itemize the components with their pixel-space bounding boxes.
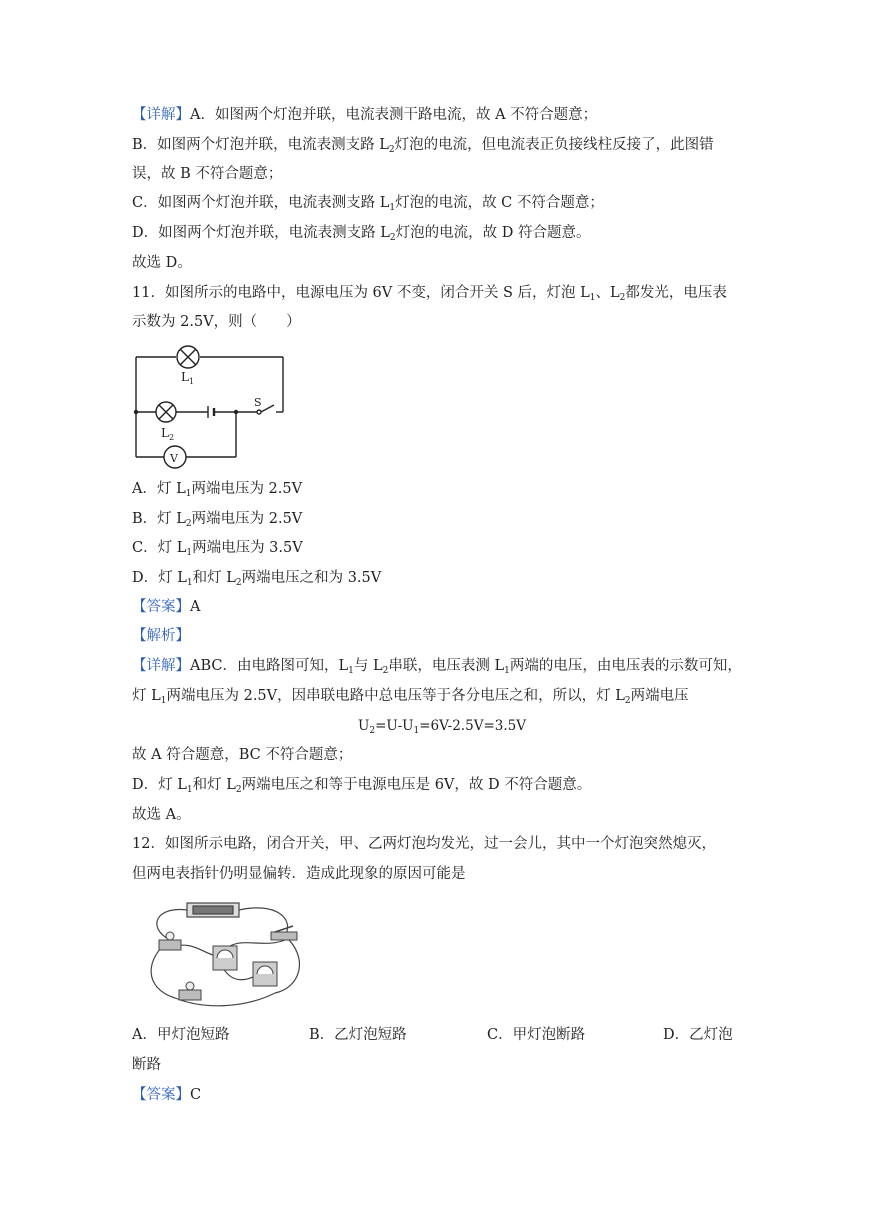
q11-analysis-heading: 【解析】 — [132, 628, 190, 644]
q11-option-a: A．灯 $L_1$两端电压为 2.5V — [132, 481, 303, 499]
detail-line-5: D．如图两个灯泡并联，电流表测支路 $L_2$灯泡的电流，故 D 符合题意。 — [132, 225, 591, 243]
q12-option-c: C．甲灯泡断路 — [487, 1027, 586, 1043]
question-12-line-2: 但两电表指针仍明显偏转．造成此现象的原因可能是 — [132, 866, 466, 882]
circuit-diagram-q11 — [128, 345, 288, 470]
q11-detail-line-2: 灯 $L_1$两端电压为 2.5V，因串联电路中总电压等于各分电压之和，所以，灯 $L_2$两端电压 — [132, 688, 689, 706]
detail-line-6: 故选 D。 — [132, 255, 192, 271]
q12-answer: 【答案】C — [132, 1087, 202, 1103]
q11-detail-line-3: 故 A 符合题意，BC 不符合题意； — [132, 747, 353, 763]
svg-text:L2: $L_2$ — [161, 426, 175, 442]
q11-option-d: D．灯 $L_1$和灯 $L_2$两端电压之和为 3.5V — [132, 570, 382, 588]
switch-label: S — [254, 396, 262, 409]
detail-line-3: 误，故 B 不符合题意； — [132, 166, 283, 182]
q12-option-a: A．甲灯泡短路 — [132, 1027, 230, 1043]
q12-option-d-continued: 断路 — [132, 1057, 161, 1073]
detail-line-1: 【详解】A．如图两个灯泡并联，电流表测干路电流，故 A 不符合题意； — [132, 107, 598, 123]
question-11-line-1: 11．如图所示的电路中，电源电压为 6V 不变，闭合开关 S 后，灯泡 $L_1$、$L_2$都发光，电压表 — [132, 285, 727, 303]
svg-text:L1: $L_1$ — [181, 370, 195, 386]
question-12-line-1: 12．如图所示电路，闭合开关，甲、乙两灯泡均发光，过一会儿，其中一个灯泡突然熄灭， — [132, 836, 716, 852]
q11-detail-line-4: D．灯 $L_1$和灯 $L_2$两端电压之和等于电源电压是 6V，故 D 不符合题意。 — [132, 777, 592, 795]
lamp-l1-label: L — [181, 370, 189, 384]
q11-option-b: B．灯 $L_2$两端电压为 2.5V — [132, 511, 303, 529]
circuit-photo-q12 — [135, 898, 315, 1016]
detail-line-4: C．如图两个灯泡并联，电流表测支路 $L_1$灯泡的电流，故 C 不符合题意； — [132, 195, 604, 213]
q11-equation: $U_2=U-U_1=6V-2.5V=3.5V$ — [358, 718, 526, 736]
q11-detail-line-5: 故选 A。 — [132, 807, 191, 823]
voltmeter-label: V — [170, 452, 178, 465]
q11-detail-line-1: 【详解】ABC．由电路图可知，$L_1$与 $L_2$串联，电压表测 $L_1$两端的电压，由电压表的示数可知， — [132, 658, 742, 676]
q11-option-c: C．灯 $L_1$两端电压为 3.5V — [132, 540, 303, 558]
lamp-l2-label: L — [161, 426, 169, 440]
q12-option-d: D．乙灯泡 — [663, 1027, 733, 1043]
detail-line-2: B．如图两个灯泡并联，电流表测支路 $L_2$灯泡的电流，但电流表正负接线柱反接了，此图错 — [132, 137, 714, 155]
q11-answer: 【答案】A — [132, 599, 201, 615]
q12-option-b: B．乙灯泡短路 — [309, 1027, 407, 1043]
question-11-line-2: 示数为 2.5V，则（ ） — [132, 314, 301, 330]
